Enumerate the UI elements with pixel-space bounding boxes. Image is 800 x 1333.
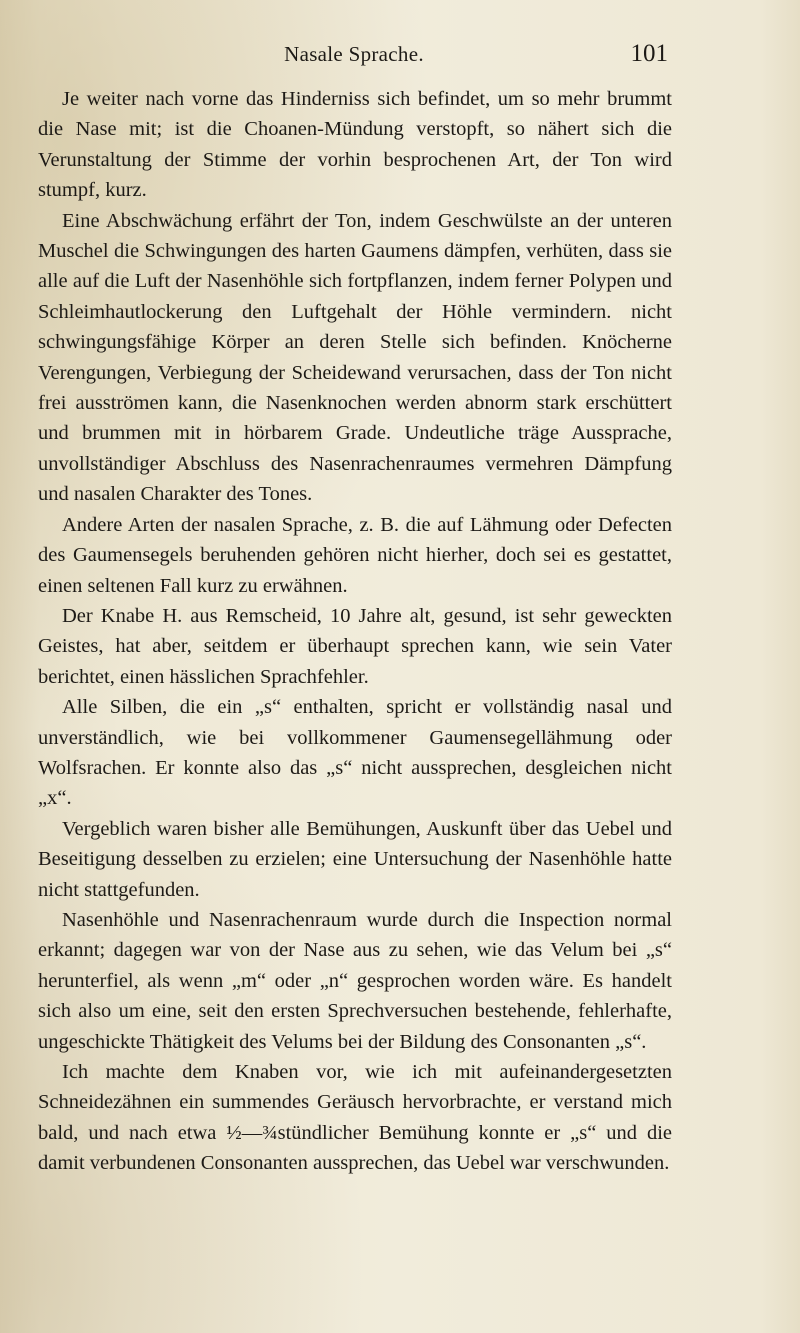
running-head: Nasale Sprache. bbox=[284, 42, 424, 66]
page-number: 101 bbox=[630, 40, 668, 67]
paragraph: Je weiter nach vorne das Hinderniss sich befindet, um so mehr brummt die Nase mit; ist die Choanen-Mündung verstopft, so nähert sich die Verunstaltung der Stimme der vorhin besprochenen Art, der Ton wird stumpf, kurz. bbox=[38, 88, 672, 202]
body-text bbox=[38, 84, 672, 1179]
paragraph: Nasenhöhle und Nasenrachenraum wurde durch die Inspection normal erkannt; dagegen war von der Nase aus zu sehen, wie das Velum bei „s“ herunterfiel, als wenn „m“ oder „n“ gesprochen worden wäre. Es handelt sich also um eine, seit den ersten Sprechversuchen bestehende, fehlerhafte, ungeschickte Thätigkeit des Velums bei der Bildung des Consonanten „s“. bbox=[38, 908, 672, 1053]
paragraph: Eine Abschwächung erfährt der Ton, indem Geschwülste an der unteren Muschel die Schwingungen des harten Gaumens dämpfen, verhüten, dass sie alle auf die Luft der Nasenhöhle sich fortpflanzen, indem ferner Polypen und Schleimhautlockerung den Luftgehalt der Höhle vermindern. nicht schwingungsfähige Körper an deren Stelle sich befinden. Knöcherne Verengungen, Verbiegung der Scheidewand verursachen, dass der Ton nicht frei ausströmen kann, die Nasenknochen werden abnorm stark erschüttert und brummen mit in hörbarem Grade. Undeutliche träge Aussprache, unvollständiger Abschluss des Nasenrachenraumes vermehren Dämpfung und nasalen Charakter des Tones. bbox=[38, 209, 672, 506]
paragraph: Vergeblich waren bisher alle Bemühungen, Auskunft über das Uebel und Beseitigung desselben zu erzielen; eine Untersuchung der Nasenhöhle hatte nicht stattgefunden. bbox=[38, 817, 672, 901]
page-header bbox=[40, 34, 668, 74]
paragraph: Der Knabe H. aus Remscheid, 10 Jahre alt, gesund, ist sehr geweckten Geistes, hat aber, seitdem er überhaupt sprechen kann, wie sein Vater berichtet, einen hässlichen Sprachfehler. bbox=[38, 604, 672, 688]
paragraph: Ich machte dem Knaben vor, wie ich mit aufeinandergesetzten Schneidezähnen ein summendes Geräusch hervorbrachte, er verstand mich bald, und nach etwa ½—¾stündlicher Bemühung konnte er „s“ und die damit verbundenen Consonanten aussprechen, das Uebel war verschwunden. bbox=[38, 1061, 672, 1175]
paragraph: Alle Silben, die ein „s“ enthalten, spricht er vollständig nasal und unverständlich, wie bei vollkommener Gaumensegellähmung oder Wolfsrachen. Er konnte also das „s“ nicht aussprechen, desgleichen nicht „x“. bbox=[38, 696, 672, 810]
paragraph: Andere Arten der nasalen Sprache, z. B. die auf Lähmung oder Defecten des Gaumensegels beruhenden gehören nicht hierher, doch sei es gestattet, einen seltenen Fall kurz zu erwähnen. bbox=[38, 513, 672, 597]
